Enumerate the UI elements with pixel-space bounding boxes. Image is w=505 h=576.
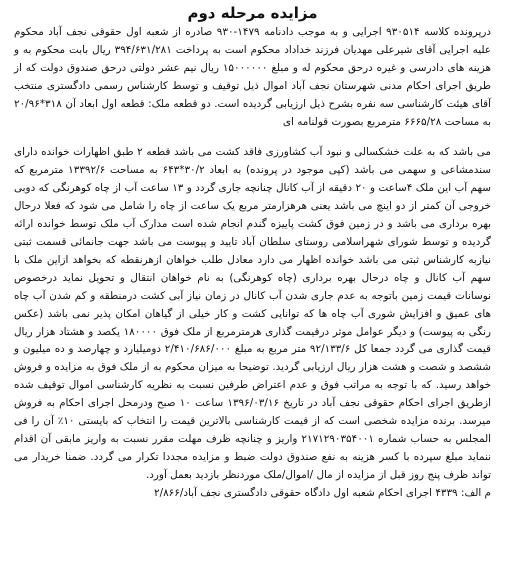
notice-paragraph-2: می باشد که به علت خشکسالی و نبود آب کشاورزی فاقد کشت می باشد قطعه ۲ طبق اظهارات خوانده دارای سندمشاعی و سهمی می باشد (کپی موجود در پرونده) به ابعاد ۳۰/۲*۶۴۳ به مساحت ۱۳۳۹۲/۶ مترمربع که سهم آب این ملک ۴ساعت و ۲۰ دقیقه از آب کانال چنانچه جاری گردد و ۱۳ ساعت آب از چاه کوهرنگی که دوبی خروجی آن کمتر از دو اینچ می باشد یعنی هرهزارمتر مربع یک ساعت از چاه را شامل می شود که فعلا درحال بهره برداری می باشد و در زمین فوق کشت پاییزه گندم انجام شده است مدارک آب ملک توسط خوانده ارائه گردیده و توسط شورای شهراسلامی روستای سلطان آباد تایید و پیوست می باشد جهت جانمائی قسمت ثبتی نیازبه کارشناس ثبتی می باشد خوانده اظهار می دارد معادل طلب خواهان ازهرنقطه که بخواهد ازاین ملک با سهم آب کانال و چاه درحال بهره برداری (چاه کوهرنگی) به نام خواهان انتقال و تحویل نماید درخصوص نوسانات قیمت زمین باتوجه به عدم جاری شدن آب کانال در زمان نیاز آبی کشت درمنطقه و کم شدن آب چاه های عمیق و افزایش شوری آب چاه ها که توانایی کشت و کار خیلی از گیاهان امکان پذیر نمی باشد (عکس رنگی به پیوست) و دیگر عوامل موثر درقیمت گذاری هرمترمربع از ملک فوق ۱۸۰۰۰۰ یکصد و هشتاد هزار ریال قیمت گذاری می گردد جمعا کل ۹۲/۱۳۳/۶ متر مربع به مبلغ ۲/۴۱۰/۶۸۶/۰۰۰ دومیلیارد و چهارصد و ده میلیون و ششصد و شصت و هشت هزار ریال ارزیابی گردید. توضیحا به میزان محکوم به از ملک فوق به مزایده و فروش خواهد رسید. که با توجه به مراتب فوق و عدم اعتراض طرفین نسبت به نظریه کارشناسی اموال توقیف شده ازطریق اجرای احکام حقوقی نجف آباد در تاریخ ۱۳۹۶/۰۳/۱۶ ساعت ۱۰ صبح ودرمحل اجرای احکام به فروش میرسد. برنده مزایده شخصی است که از قیمت کارشناسی بالاترین قیمت را انتخاب که بایستی ۱۰٪ آن را فی المجلس به حساب شماره ۲۱۷۱۲۹۰۳۵۴۰۰۱ واریز و چنانچه ظرف مهلت مقرر نسبت به واریز مابقی آن اقدام ننماید مبلغ سپرده با کسر هزینه به نفع صندوق دولت ضبط و مزایده مجددا تکرار می گردد. ضمنا خریدار می تواند ظرف پنج روز قبل از مزایده از مال /اموال/ملک موردنظر بازدید بعمل آورد. [14, 146, 491, 481]
paragraph-gap [14, 131, 491, 144]
notice-paragraph-1: درپرونده کلاسه ۹۳۰۵۱۴ اجرایی و به موجب دادنامه ۱۴۷۹-۹۳۰ صادره از شعبه اول حقوقی نجف آباد محکوم علیه اجرایی آقای شیرعلی مهدیان فرزند خداداد محکوم است به پرداخت ۳۹۴/۶۳۱/۲۸۱ ریال بابت محکوم به و هزینه های دادرسی و غیره درحق محکوم له و مبلغ ۱۵۰۰۰۰۰۰ ریال نیم عشر دولتی درحق صندوق دولت که از طریق اجرای احکام مدنی شهرستان نجف آباد اموال ذیل توقیف و توسط کارشناس رسمی دادگستری منتخب آقای هیئت کارشناسی سه نفره بشرح ذیل ارزیابی گردیده است. دو قطعه ملک: قطعه اول ابعاد آن ۳۱۸*۲۰/۹۶ به مساحت ۶۶۶۵/۲۸ مترمربع بصورت قولنامه ای [14, 26, 492, 128]
notice-footer-line: م الف: ۴۳۳۹ اجرای احکام شعبه اول دادگاه حقوقی دادگستری نجف آباد/۲/۸۶۶ [154, 486, 491, 499]
notice-title: مزایده مرحله دوم [187, 4, 318, 22]
